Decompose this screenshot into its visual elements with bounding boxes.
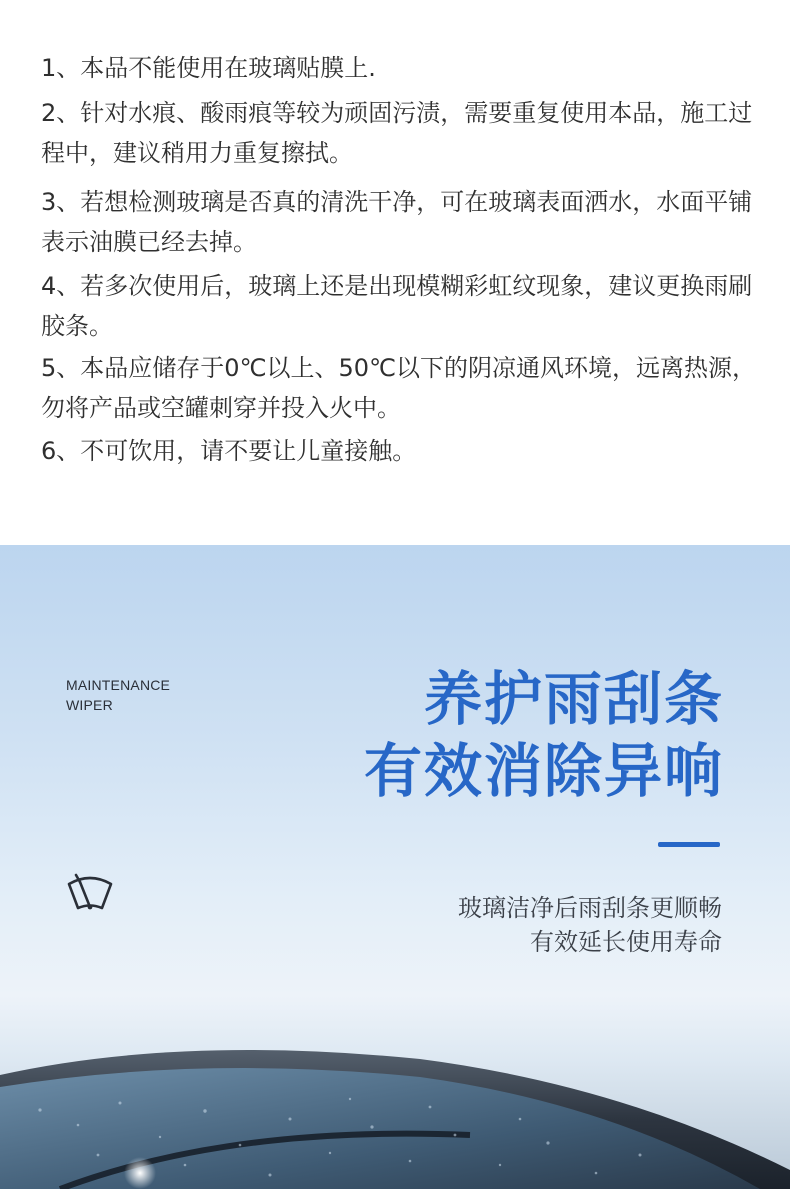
- promo-banner: [0, 545, 790, 1189]
- subheadline-line: 有效延长使用寿命: [530, 928, 722, 956]
- caption-line: WIPER: [66, 697, 113, 713]
- usage-notes: [0, 0, 790, 545]
- accent-divider: [658, 842, 720, 847]
- note-item: 6、不可饮用，请不要让儿童接触。: [41, 437, 417, 465]
- headline-line: 养护雨刮条: [423, 665, 724, 733]
- note-item: 5、本品应储存于0℃以上、50℃以下的阴凉通风环境，远离热源，勿将产品或空罐刺穿并投入火中。: [41, 354, 756, 422]
- subheadline-line: 玻璃洁净后雨刮条更顺畅: [458, 894, 722, 922]
- note-item: 4、若多次使用后，玻璃上还是出现模糊彩虹纹现象，建议更换雨刷胶条。: [41, 272, 753, 340]
- caption-line: MAINTENANCE: [66, 677, 171, 693]
- note-item: 2、针对水痕、酸雨痕等较为顽固污渍，需要重复使用本品，施工过程中，建议稍用力重复擦拭。: [41, 99, 753, 167]
- note-item: 3、若想检测玻璃是否真的清洗干净，可在玻璃表面洒水，水面平铺表示油膜已经去掉。: [41, 188, 753, 256]
- english-caption: [66, 675, 170, 715]
- car-windshield-image: [0, 1015, 790, 1189]
- note-item: 1、本品不能使用在玻璃贴膜上.: [41, 54, 376, 82]
- windshield-wiper-icon: [66, 870, 114, 912]
- headline-line: 有效消除异响: [363, 737, 724, 805]
